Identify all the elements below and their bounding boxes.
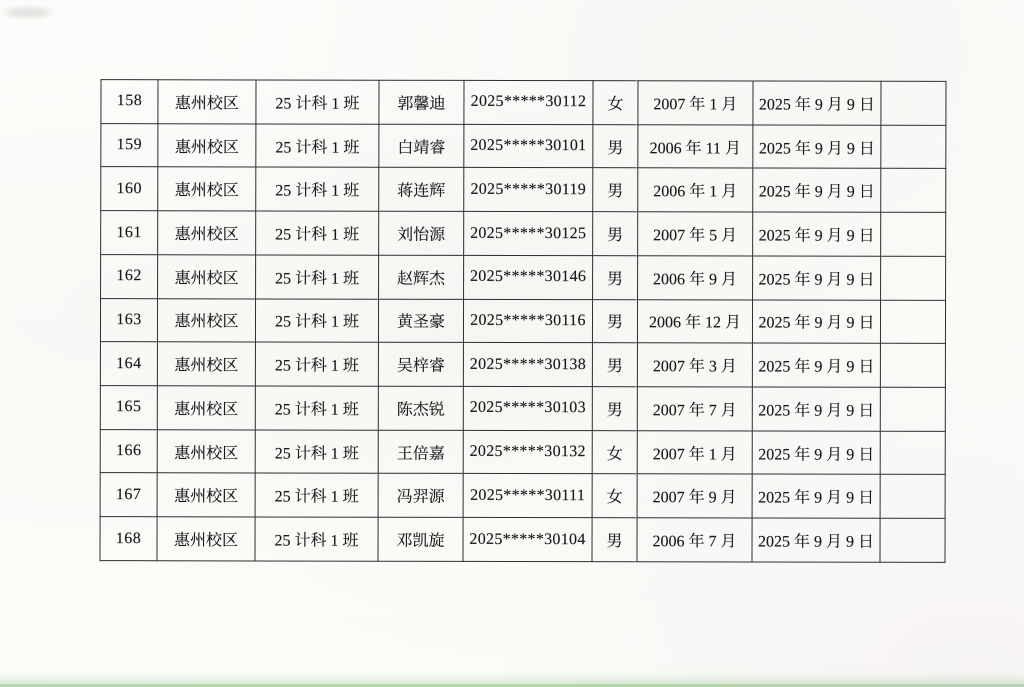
- cell-birth-date: 2007 年 1 月: [638, 81, 753, 125]
- cell-class: 25 计科 1 班: [255, 473, 378, 517]
- table-row: [101, 211, 946, 256]
- cell-student-id: 2025*****30101: [464, 124, 593, 168]
- cell-gender: 男: [592, 343, 637, 387]
- cell-birth-date: 2006 年 11 月: [638, 124, 753, 168]
- cell-enroll-date: 2025 年 9 月 9 日: [753, 168, 881, 212]
- cell-note: [880, 300, 945, 344]
- cell-note: [881, 81, 946, 125]
- cell-enroll-date: 2025 年 9 月 9 日: [753, 81, 881, 125]
- cell-class: 25 计科 1 班: [255, 430, 378, 474]
- cell-class: 25 计科 1 班: [255, 342, 378, 386]
- cell-enroll-date: 2025 年 9 月 9 日: [752, 431, 880, 475]
- cell-gender: 女: [592, 474, 637, 518]
- cell-class: 25 计科 1 班: [256, 255, 379, 299]
- cell-name: 蒋连辉: [379, 168, 464, 212]
- cell-note: [881, 125, 946, 169]
- cell-note: [881, 212, 946, 256]
- cell-class: 25 计科 1 班: [255, 517, 378, 561]
- cell-row-number: 167: [100, 473, 157, 517]
- table-row: [101, 167, 946, 212]
- cell-gender: 男: [593, 256, 638, 300]
- cell-campus: 惠州校区: [157, 517, 255, 561]
- cell-campus: 惠州校区: [158, 255, 256, 299]
- cell-name: 刘怡源: [379, 211, 464, 255]
- cell-class: 25 计科 1 班: [256, 80, 379, 124]
- cell-birth-date: 2007 年 1 月: [637, 430, 752, 474]
- cell-enroll-date: 2025 年 9 月 9 日: [752, 343, 880, 387]
- cell-student-id: 2025*****30103: [463, 386, 592, 430]
- table-row: [100, 473, 945, 518]
- table-row: [100, 386, 945, 431]
- cell-note: [880, 475, 945, 519]
- cell-class: 25 计科 1 班: [256, 211, 379, 255]
- cell-birth-date: 2006 年 9 月: [638, 256, 753, 300]
- cell-enroll-date: 2025 年 9 月 9 日: [752, 474, 880, 518]
- cell-name: 黄圣豪: [378, 299, 463, 343]
- table-row: [100, 517, 945, 563]
- cell-student-id: 2025*****30116: [463, 299, 592, 343]
- cell-row-number: 163: [100, 298, 157, 342]
- cell-enroll-date: 2025 年 9 月 9 日: [752, 387, 880, 431]
- cell-gender: 女: [592, 430, 637, 474]
- cell-birth-date: 2006 年 12 月: [637, 299, 752, 343]
- cell-name: 郭馨迪: [379, 80, 464, 124]
- cell-gender: 男: [592, 518, 637, 562]
- cell-gender: 男: [593, 168, 638, 212]
- cell-row-number: 166: [100, 429, 157, 473]
- cell-student-id: 2025*****30132: [463, 430, 592, 474]
- table-row: [100, 342, 945, 387]
- cell-name: 陈杰锐: [378, 386, 463, 430]
- cell-row-number: 159: [101, 123, 158, 167]
- table-row: [100, 298, 945, 343]
- student-roster-table: [99, 79, 946, 563]
- scan-smudge: [5, 8, 51, 17]
- cell-enroll-date: 2025 年 9 月 9 日: [752, 300, 880, 344]
- cell-row-number: 168: [100, 517, 157, 561]
- cell-birth-date: 2007 年 3 月: [637, 343, 752, 387]
- cell-enroll-date: 2025 年 9 月 9 日: [753, 125, 881, 169]
- cell-row-number: 161: [101, 211, 158, 255]
- cell-gender: 男: [593, 124, 638, 168]
- table-row: [101, 254, 946, 299]
- cell-campus: 惠州校区: [157, 342, 255, 386]
- cell-enroll-date: 2025 年 9 月 9 日: [753, 256, 881, 300]
- cell-gender: 男: [593, 212, 638, 256]
- cell-student-id: 2025*****30119: [464, 168, 593, 212]
- cell-name: 王倍嘉: [378, 430, 463, 474]
- cell-class: 25 计科 1 班: [255, 299, 378, 343]
- cell-name: 邓凯旋: [378, 517, 463, 561]
- cell-campus: 惠州校区: [157, 386, 255, 430]
- cell-birth-date: 2007 年 5 月: [638, 212, 753, 256]
- cell-class: 25 计科 1 班: [256, 124, 379, 168]
- student-table-wrap: [99, 79, 945, 563]
- cell-name: 赵辉杰: [379, 255, 464, 299]
- cell-class: 25 计科 1 班: [256, 167, 379, 211]
- cell-student-id: 2025*****30112: [464, 80, 593, 124]
- cell-enroll-date: 2025 年 9 月 9 日: [752, 518, 880, 562]
- cell-name: 白靖睿: [379, 124, 464, 168]
- table-row: [101, 123, 946, 168]
- cell-gender: 女: [593, 81, 638, 125]
- cell-campus: 惠州校区: [157, 429, 255, 473]
- cell-birth-date: 2007 年 7 月: [637, 387, 752, 431]
- cell-campus: 惠州校区: [158, 167, 256, 211]
- cell-campus: 惠州校区: [158, 123, 256, 167]
- cell-name: 吴梓睿: [378, 343, 463, 387]
- cell-note: [880, 387, 945, 431]
- table-row: [101, 80, 946, 125]
- cell-student-id: 2025*****30111: [463, 474, 592, 518]
- cell-campus: 惠州校区: [157, 298, 255, 342]
- cell-student-id: 2025*****30125: [464, 212, 593, 256]
- cell-note: [880, 431, 945, 475]
- cell-birth-date: 2006 年 1 月: [638, 168, 753, 212]
- cell-row-number: 164: [100, 342, 157, 386]
- cell-row-number: 162: [101, 254, 158, 298]
- cell-campus: 惠州校区: [158, 80, 256, 124]
- cell-name: 冯羿源: [378, 474, 463, 518]
- cell-student-id: 2025*****30138: [463, 343, 592, 387]
- cell-note: [880, 518, 945, 562]
- scan-bottom-artifact: [0, 669, 1024, 687]
- cell-gender: 男: [592, 387, 637, 431]
- cell-campus: 惠州校区: [158, 211, 256, 255]
- cell-student-id: 2025*****30146: [464, 255, 593, 299]
- table-row: [100, 429, 945, 474]
- cell-row-number: 158: [101, 80, 158, 124]
- cell-gender: 男: [592, 299, 637, 343]
- cell-student-id: 2025*****30104: [463, 518, 592, 562]
- cell-note: [881, 169, 946, 213]
- cell-birth-date: 2006 年 7 月: [637, 518, 752, 562]
- cell-birth-date: 2007 年 9 月: [637, 474, 752, 518]
- cell-campus: 惠州校区: [157, 473, 255, 517]
- cell-enroll-date: 2025 年 9 月 9 日: [753, 212, 881, 256]
- cell-row-number: 165: [100, 386, 157, 430]
- cell-class: 25 计科 1 班: [255, 386, 378, 430]
- cell-row-number: 160: [101, 167, 158, 211]
- cell-note: [881, 256, 946, 300]
- cell-note: [880, 344, 945, 388]
